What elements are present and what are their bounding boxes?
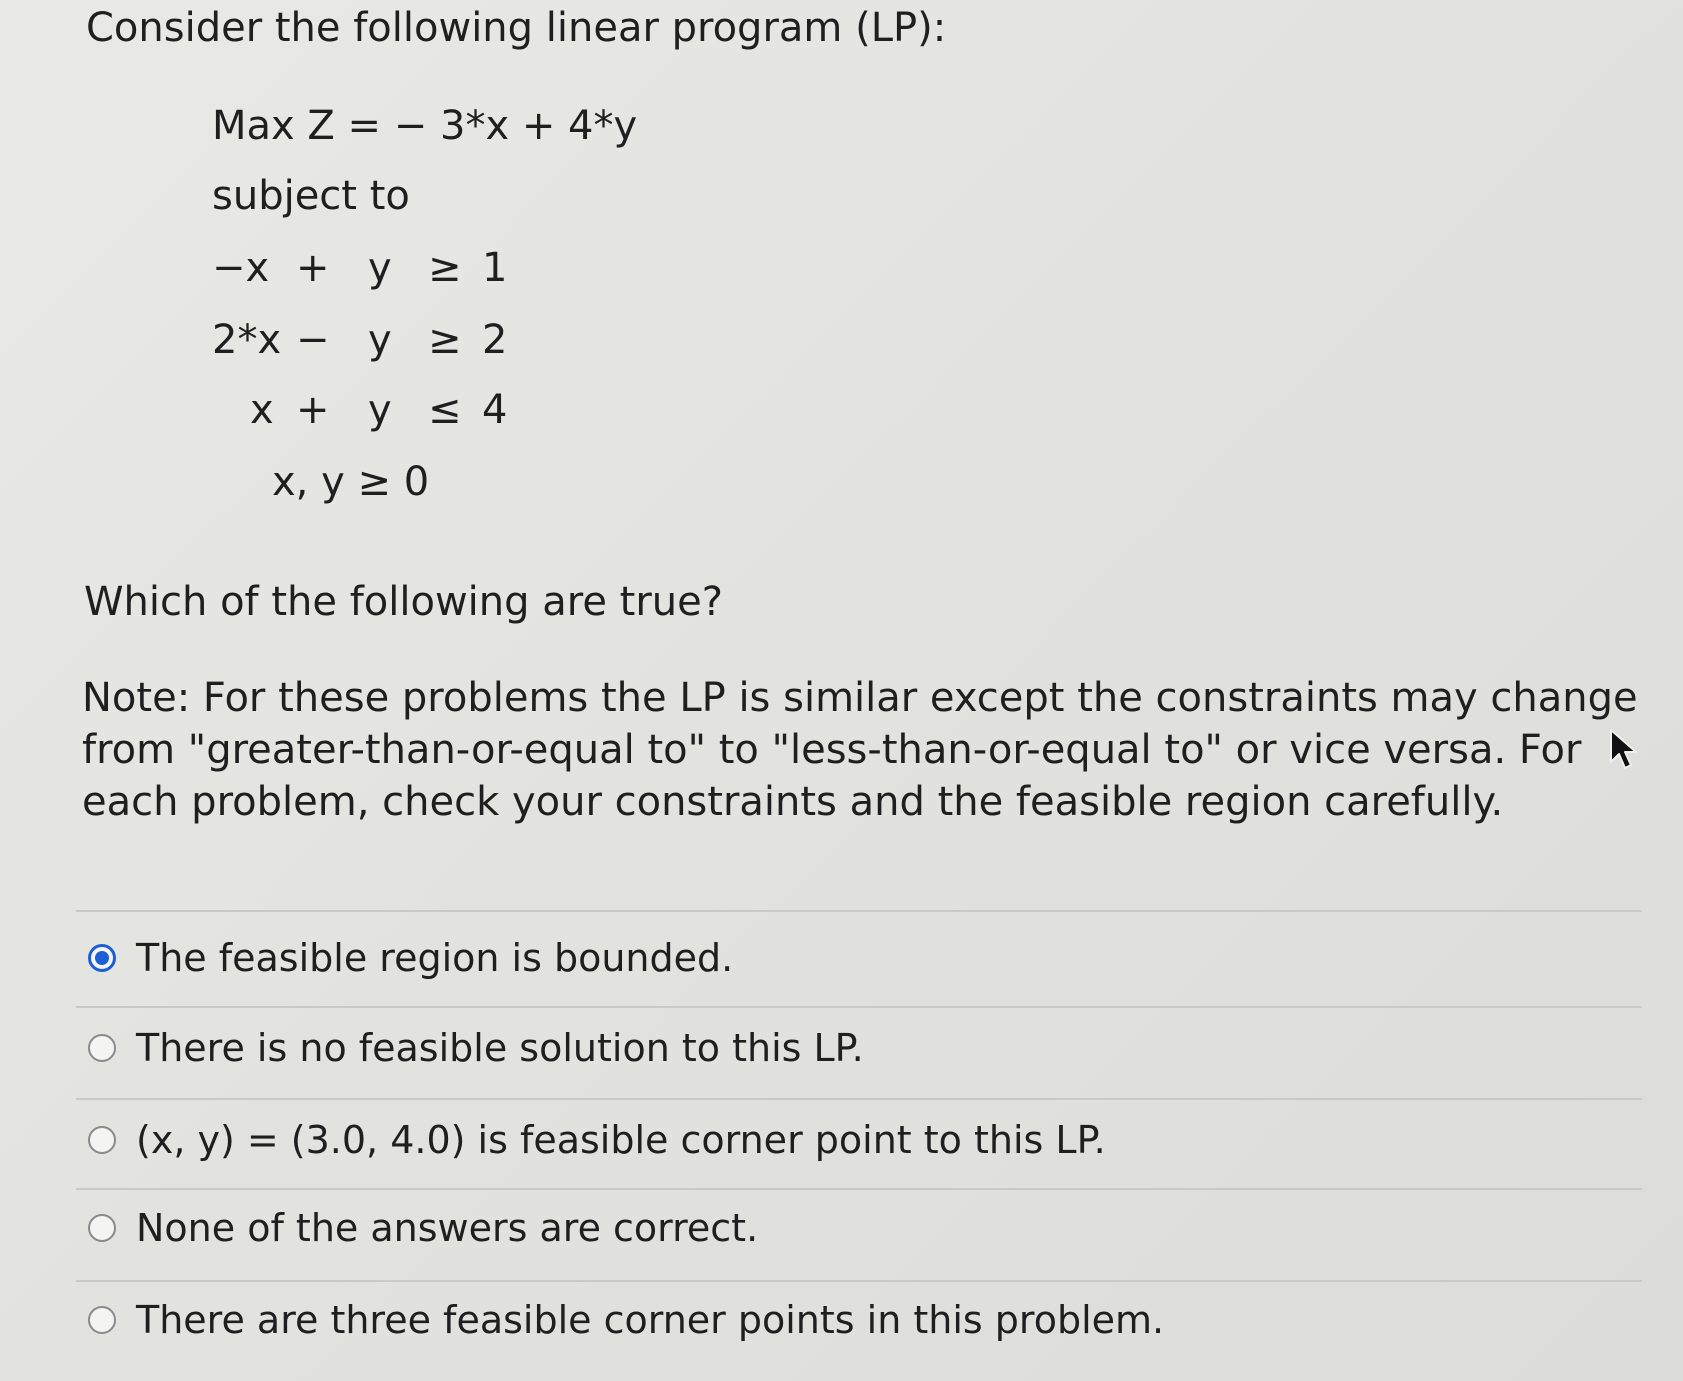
constraint-term1: 2*x — [212, 317, 282, 363]
intro-text: Consider the following linear program (LP): — [86, 5, 947, 51]
constraint-term2: y — [368, 245, 392, 291]
option-label: There are three feasible corner points in this problem. — [136, 1298, 1165, 1342]
option-label: (x, y) = (3.0, 4.0) is feasible corner point to this LP. — [136, 1118, 1106, 1162]
constraint-op: + — [296, 245, 330, 291]
divider — [76, 910, 1642, 912]
constraint-rhs: 2 — [482, 317, 508, 363]
answer-option[interactable] — [88, 1198, 1588, 1258]
question-text: Which of the following are true? — [84, 579, 723, 625]
constraint-term1: x — [250, 387, 274, 433]
constraint-term2: y — [368, 317, 392, 363]
objective-function: Max Z = − 3*x + 4*y — [212, 103, 638, 149]
radio-selected-icon[interactable] — [88, 944, 116, 972]
answer-option[interactable] — [88, 1018, 1588, 1078]
constraint-term1: −x — [212, 245, 270, 291]
constraint-relation: ≥ — [428, 317, 462, 363]
radio-icon[interactable] — [88, 1214, 116, 1242]
constraint-relation: ≤ — [428, 387, 462, 433]
divider — [76, 1006, 1642, 1008]
option-label: None of the answers are correct. — [136, 1206, 759, 1250]
divider — [76, 1098, 1642, 1100]
constraint-op: + — [296, 387, 330, 433]
answer-option[interactable] — [88, 1110, 1588, 1170]
subject-to-label: subject to — [212, 173, 410, 219]
divider — [76, 1188, 1642, 1190]
note-text: Note: For these problems the LP is similar except the constraints may change from "greater-than-or-equal to" to "less-than-or-equal to" or vice versa. For each problem, check your constraints and the feasible region carefully. — [82, 675, 1638, 825]
option-label: There is no feasible solution to this LP. — [136, 1026, 864, 1070]
option-label: The feasible region is bounded. — [136, 936, 734, 980]
constraint-relation: ≥ — [428, 245, 462, 291]
radio-icon[interactable] — [88, 1034, 116, 1062]
constraint-op: − — [296, 317, 330, 363]
radio-icon[interactable] — [88, 1126, 116, 1154]
answer-option[interactable] — [88, 1290, 1588, 1350]
divider — [76, 1280, 1642, 1282]
mouse-cursor-icon — [1608, 728, 1642, 774]
answer-option[interactable] — [88, 928, 1588, 988]
constraint-term2: y — [368, 387, 392, 433]
nonnegativity-constraint: x, y ≥ 0 — [272, 459, 430, 505]
radio-icon[interactable] — [88, 1306, 116, 1334]
constraint-rhs: 1 — [482, 245, 508, 291]
constraint-rhs: 4 — [482, 387, 508, 433]
